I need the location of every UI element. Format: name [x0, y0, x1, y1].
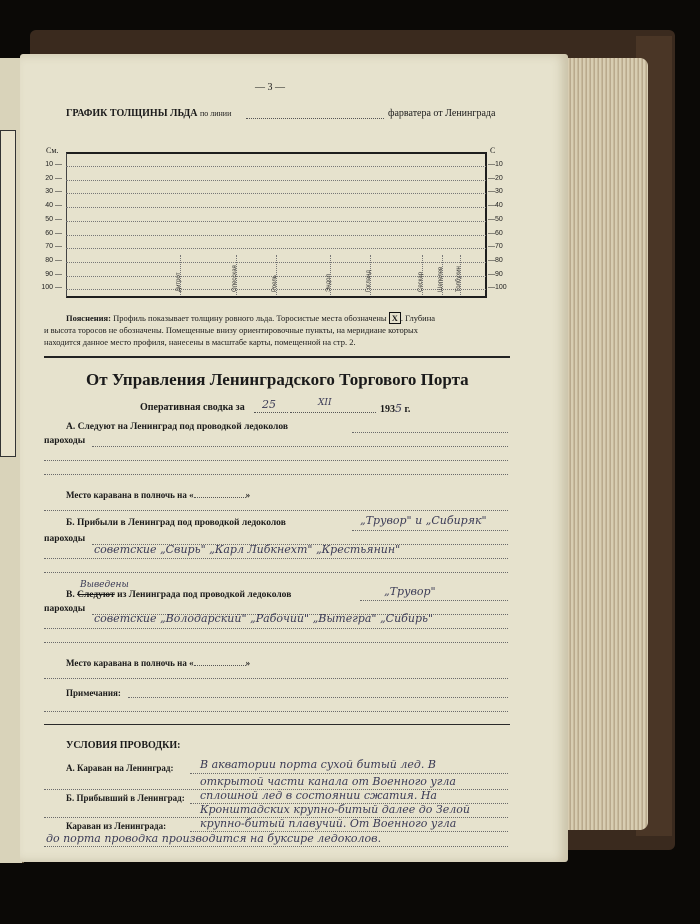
- report-day: 25: [262, 398, 276, 411]
- caravan-end-a: »: [245, 490, 251, 500]
- place-label: Эндол: [326, 274, 332, 292]
- v-struck-word: Следуют: [77, 590, 115, 600]
- main-heading: От Управления Ленинградского Торгового Порта: [86, 370, 469, 389]
- rule: [44, 460, 508, 461]
- rule: [44, 628, 508, 629]
- rule: [352, 530, 508, 531]
- chart-title-right: фарватера от Ленинграда: [388, 108, 496, 119]
- conditions-text-6: до порта проводка производится на буксире ледоколов.: [46, 832, 382, 845]
- section-divider: [44, 356, 510, 358]
- y-tick-right: —10: [488, 161, 503, 168]
- rule: [128, 697, 508, 698]
- year-hw: 5: [395, 402, 402, 415]
- report-year: [380, 402, 410, 415]
- place-label: Гогланд: [366, 270, 372, 292]
- place-label: Сескар: [418, 271, 424, 292]
- y-tick-left: 50 —: [45, 215, 62, 223]
- conditions-b-label: Б. Прибывший в Ленинград:: [66, 793, 185, 803]
- conditions-title: УСЛОВИЯ ПРОВОДКИ:: [66, 740, 181, 751]
- rule: [44, 724, 510, 725]
- month-blank: [290, 412, 376, 413]
- conditions-text-4: Кронштадских крупно-битый далее до Зелой: [200, 803, 470, 816]
- year-suffix: г.: [404, 404, 411, 415]
- rule: [352, 432, 508, 433]
- v-title-rest: из Ленинграда под проводкой ледоколов: [117, 590, 292, 600]
- section-a-caravan: [66, 490, 250, 500]
- left-page-chart-fragment: [0, 130, 16, 457]
- y-tick-left: 20 —: [45, 174, 62, 182]
- y-tick-left: 30 —: [45, 188, 62, 196]
- section-v-ships: советские „Володарский" „Рабочий" „Вытегра" „Сибирь": [94, 612, 434, 625]
- rule: [92, 446, 508, 447]
- y-tick-left: 60 —: [45, 229, 62, 237]
- section-a-title: А. Следуют на Ленинград под проводкой ледоколов: [66, 422, 289, 432]
- v-prefix: В.: [66, 590, 75, 600]
- rule: [44, 510, 508, 511]
- note-label: Пояснения:: [66, 313, 111, 323]
- conditions-v-label: Караван из Ленинграда:: [66, 821, 167, 831]
- conditions-text-3: сплошной лед в состоянии сжатия. На: [200, 789, 437, 802]
- y-tick-right: —60: [488, 229, 503, 237]
- chart-gridline: [66, 221, 486, 222]
- section-b-icebreakers: „Трувор" и „Сибиряк": [360, 514, 487, 527]
- hummock-symbol: X: [389, 312, 401, 324]
- y-tick-left: 10 —: [45, 161, 62, 168]
- y-tick-left: 40 —: [45, 202, 62, 210]
- rule: [44, 846, 508, 847]
- report-date-line: [140, 402, 245, 413]
- conditions-text-1: В акватории порта сухой битый лед. В: [200, 758, 436, 771]
- conditions-text-2: открытой части канала от Военного угла: [200, 775, 456, 788]
- section-a-ships-label: пароходы: [44, 436, 86, 446]
- rule: [44, 711, 508, 712]
- chart-gridline: [66, 235, 486, 236]
- rule: [44, 474, 508, 475]
- report-label: Оперативная сводка за: [140, 402, 245, 413]
- chart-gridline: [66, 180, 486, 181]
- chart-note-line1: [66, 312, 435, 324]
- chart-note-line3: находится данное место профиля, нанесены в масштабе карты, помещенной на стр. 2.: [44, 337, 356, 347]
- remarks-label: Примечания:: [66, 688, 121, 698]
- page-number: — 3 —: [255, 82, 285, 93]
- y-tick-right: —80: [488, 256, 503, 264]
- place-label: Олесская: [232, 265, 238, 292]
- rule: [44, 678, 508, 679]
- place-label: Шепелев: [438, 266, 444, 292]
- y-tick-right: —90: [488, 270, 503, 278]
- chart-title-mid: по линии: [199, 109, 232, 118]
- chart-gridline: [66, 248, 486, 249]
- year-prefix: 193: [380, 404, 395, 415]
- section-b-title: Б. Прибыли в Ленинград под проводкой ледоколов: [66, 518, 286, 528]
- place-label: Толбухин: [456, 266, 462, 292]
- caravan-label-a: Место каравана в полночь на «: [66, 490, 194, 500]
- section-v-correction: Выведены: [80, 580, 129, 590]
- y-tick-right: —20: [488, 174, 503, 182]
- note-text-1-end: . Глубина: [400, 313, 436, 323]
- rule: [44, 642, 508, 643]
- chart-title: [66, 108, 231, 119]
- y-tick-left: 90 —: [45, 270, 62, 278]
- y-tick-right: —40: [488, 202, 503, 210]
- section-v-ships-label: пароходы: [44, 604, 86, 614]
- caravan-label-v: Место каравана в полночь на «: [66, 658, 194, 668]
- rule: [44, 558, 508, 559]
- chart-gridline: [66, 207, 486, 208]
- chart-note-line2: и высота торосов не обозначены. Помещенные внизу ориентировочные пункты, на меридиане которых: [44, 325, 418, 335]
- section-b-ships-label: пароходы: [44, 534, 86, 544]
- place-label: Роель: [272, 275, 278, 292]
- y-tick-left: 100 —: [41, 284, 62, 292]
- chart-title-blank: [246, 118, 384, 119]
- conditions-text-5: крупно-битый плавучий. От Военного угла: [200, 817, 457, 830]
- section-v-icebreakers: „Трувор": [384, 585, 436, 598]
- y-tick-left: 70 —: [45, 243, 62, 251]
- day-blank: [254, 412, 288, 413]
- rule: [190, 773, 508, 774]
- rule: [360, 600, 508, 601]
- chart-title-main: ГРАФИК ТОЛЩИНЫ ЛЬДА: [66, 108, 198, 119]
- section-v-caravan: [66, 658, 250, 668]
- report-month: XII: [318, 398, 332, 408]
- note-text-1: Профиль показывает толщину ровного льда. Торосистые места обозначены: [113, 313, 387, 323]
- page-stack-edges: [558, 58, 648, 830]
- conditions-a-label: А. Караван на Ленинград:: [66, 763, 174, 773]
- caravan-end-v: »: [245, 658, 251, 668]
- section-b-ships: советские „Свирь" „Карл Либкнехт" „Крестьянин": [94, 543, 401, 556]
- chart-gridline: [66, 193, 486, 194]
- y-tick-left: 80 —: [45, 256, 62, 264]
- rule: [44, 572, 508, 573]
- y-tick-right: —50: [488, 215, 503, 223]
- y-tick-right: —100: [488, 284, 507, 292]
- unit-left: См.: [46, 146, 59, 155]
- section-v-title: [66, 590, 291, 600]
- y-tick-right: —30: [488, 188, 503, 196]
- chart-gridline: [66, 166, 486, 167]
- unit-right: С: [490, 146, 496, 155]
- place-label: Дитрот: [176, 272, 182, 292]
- y-tick-right: —70: [488, 243, 503, 251]
